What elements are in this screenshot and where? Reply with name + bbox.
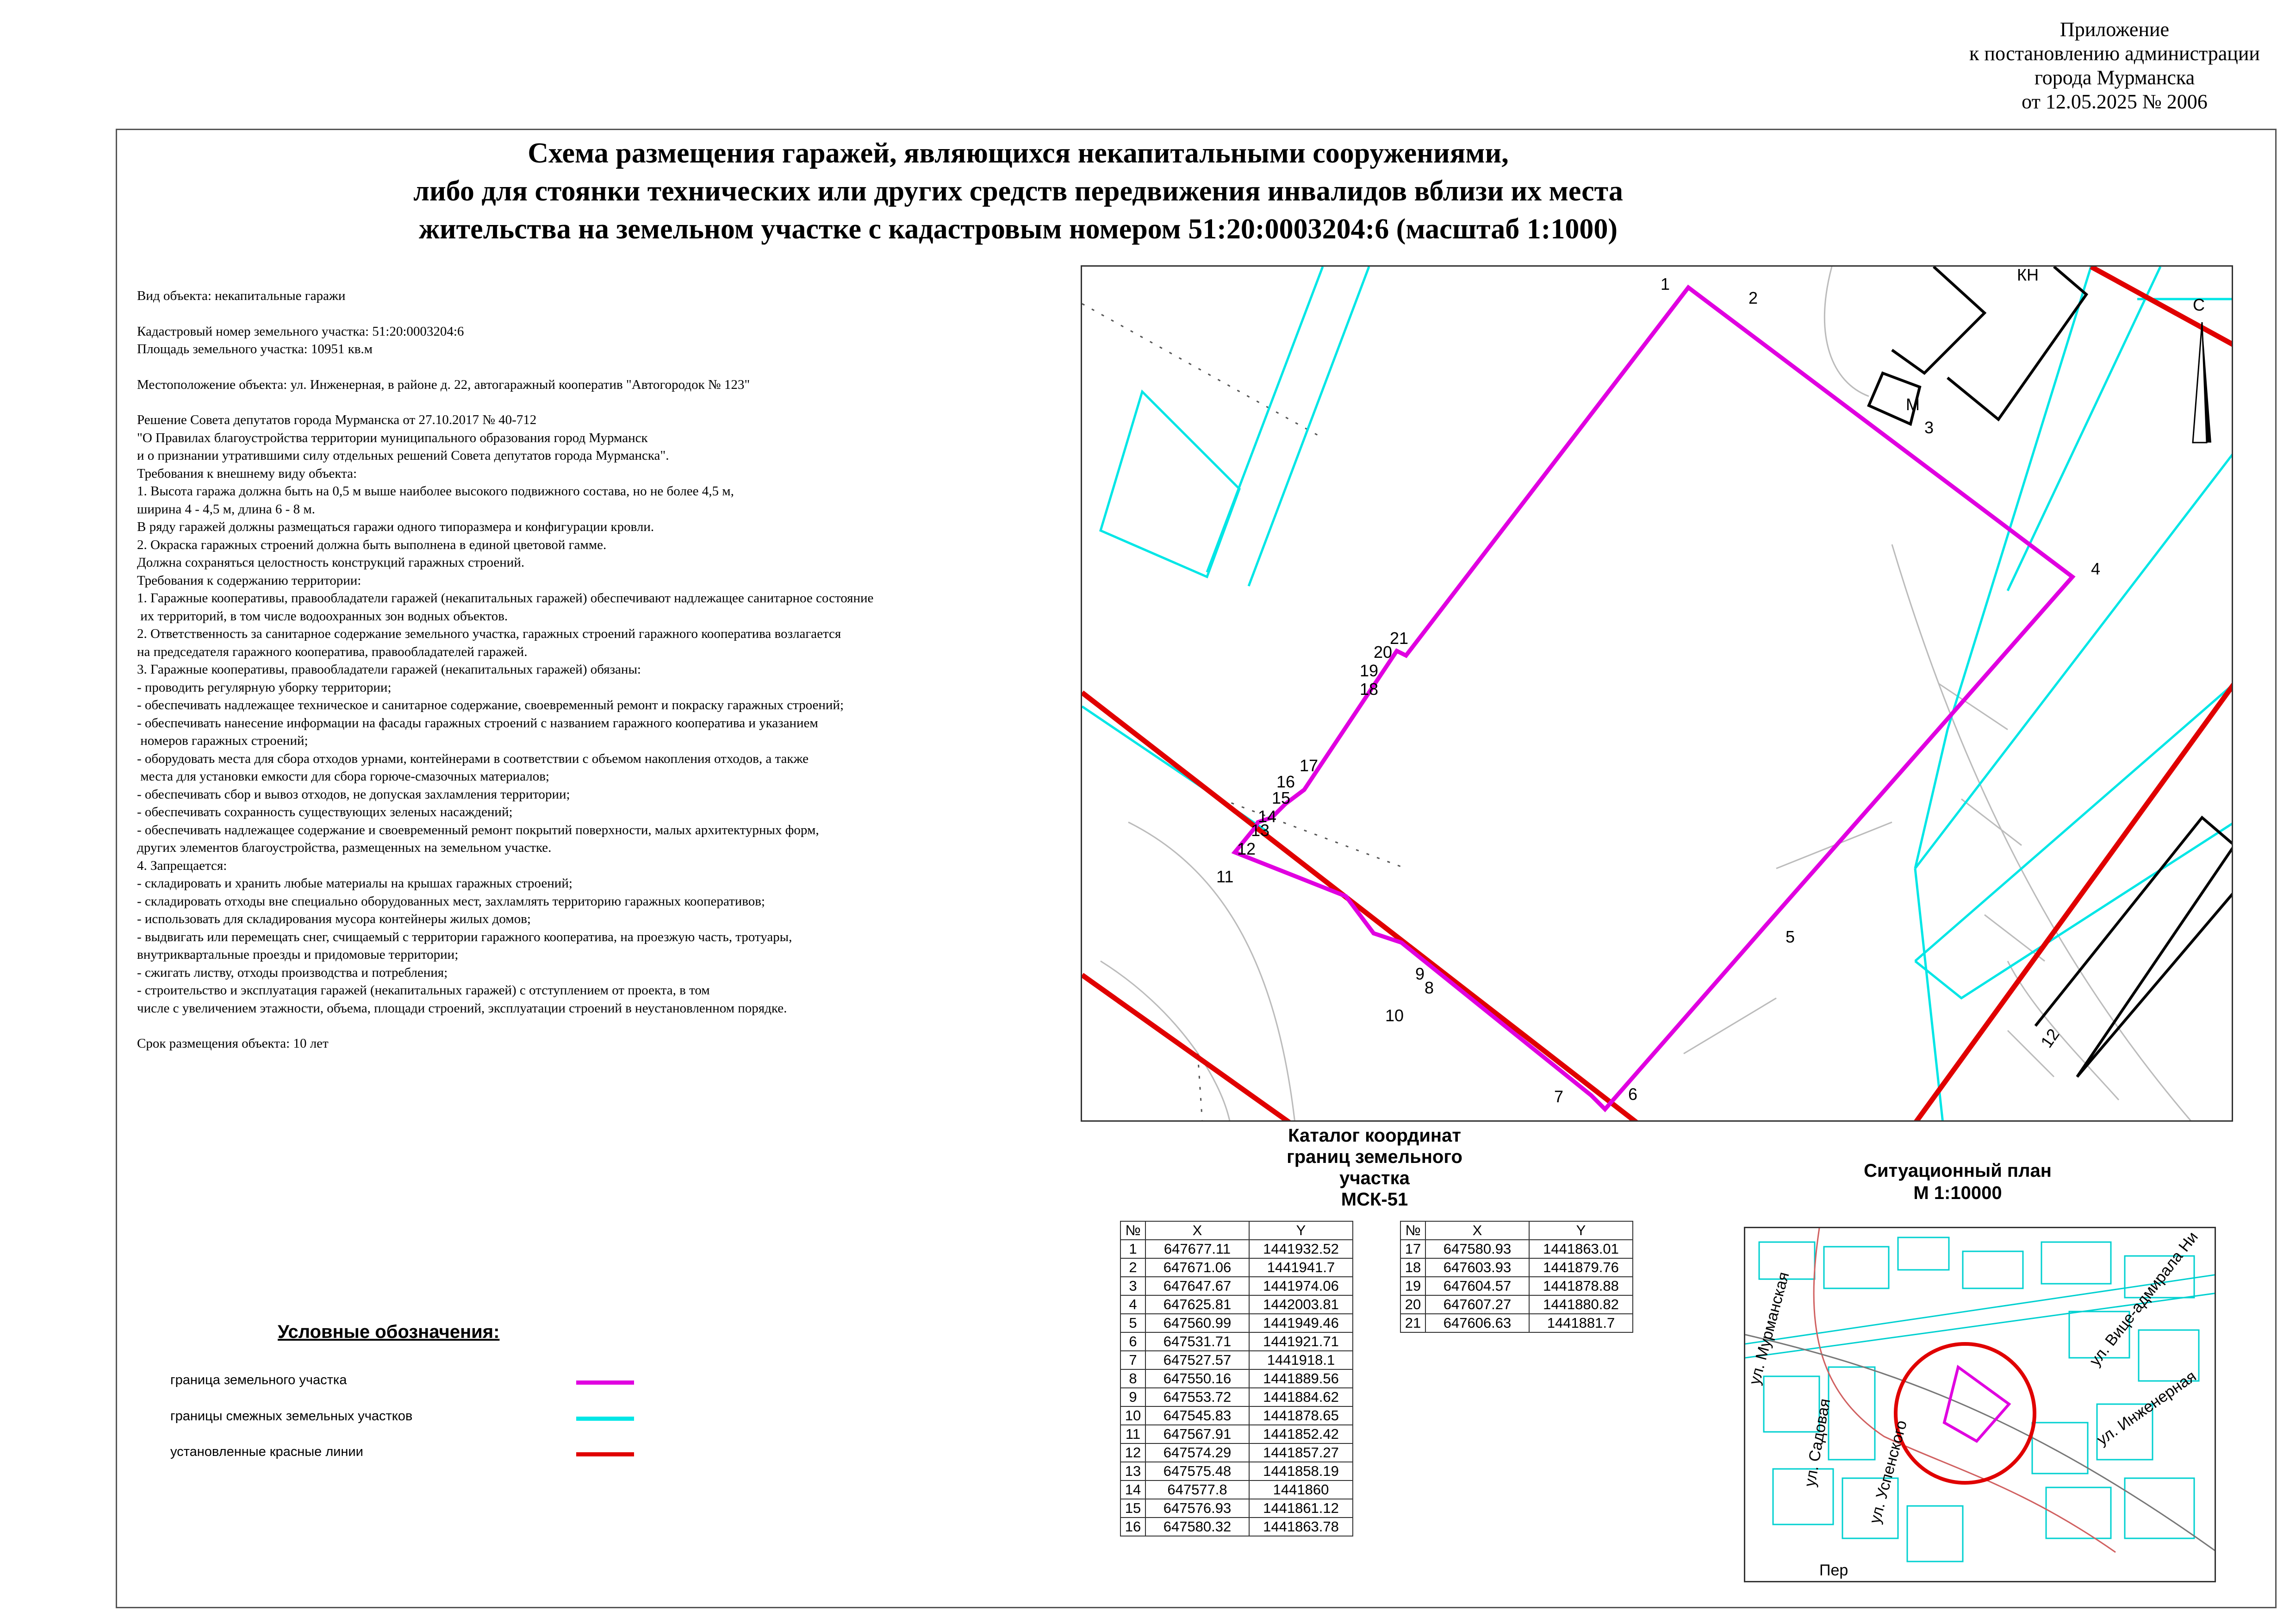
y-coordinate-cell: 1441861.12 bbox=[1249, 1499, 1353, 1518]
point-label: 7 bbox=[1554, 1087, 1564, 1106]
situation-parcel bbox=[1944, 1367, 2009, 1441]
page-title bbox=[324, 134, 1712, 248]
info-line: Требования к внешнему виду объекта: bbox=[137, 466, 357, 481]
table-header-row bbox=[1120, 1221, 1353, 1240]
street-label: ул. Вице-адмирала Ни bbox=[2086, 1228, 2202, 1369]
point-label: 1 bbox=[1661, 275, 1670, 294]
y-coordinate-cell: 1441878.88 bbox=[1529, 1277, 1633, 1295]
x-coordinate-cell: 647625.81 bbox=[1145, 1295, 1249, 1314]
table-row bbox=[1120, 1518, 1353, 1536]
legend-swatch-parcel bbox=[576, 1380, 634, 1385]
table-row bbox=[1120, 1332, 1353, 1351]
x-coordinate-cell: 647576.93 bbox=[1145, 1499, 1249, 1518]
col-header-x: X bbox=[1145, 1221, 1249, 1240]
point-label: 2 bbox=[1748, 288, 1758, 307]
main-map bbox=[1081, 265, 2233, 1122]
point-label: 10 bbox=[1385, 1006, 1404, 1025]
x-coordinate-cell: 647527.57 bbox=[1145, 1351, 1249, 1369]
point-number-cell: 17 bbox=[1400, 1240, 1425, 1258]
point-number-cell: 4 bbox=[1120, 1295, 1145, 1314]
y-coordinate-cell: 1441941.7 bbox=[1249, 1258, 1353, 1277]
point-label: 15 bbox=[1272, 788, 1291, 807]
info-line: Решение Совета депутатов города Мурманска от 27.10.2017 № 40-712 bbox=[137, 412, 537, 427]
x-coordinate-cell: 647604.57 bbox=[1425, 1277, 1529, 1295]
point-number-cell: 21 bbox=[1400, 1314, 1425, 1332]
info-line: - выдвигать или перемещать снег, счищаемый с территории гаражного кооператива, на проезжую часть, тротуары, bbox=[137, 929, 792, 944]
point-number-cell: 19 bbox=[1400, 1277, 1425, 1295]
point-number-cell: 16 bbox=[1120, 1518, 1145, 1536]
point-number-cell: 8 bbox=[1120, 1369, 1145, 1388]
info-line: В ряду гаражей должны размещаться гаражи одного типоразмера и конфигурации кровли. bbox=[137, 519, 654, 534]
info-line: Должна сохраняться целостность конструкций гаражных строений. bbox=[137, 555, 525, 570]
info-line bbox=[137, 305, 1063, 323]
info-line: - сжигать листву, отходы производства и потребления; bbox=[137, 965, 448, 980]
table-row bbox=[1400, 1295, 1633, 1314]
table-row bbox=[1400, 1258, 1633, 1277]
info-line: 2. Ответственность за санитарное содержание земельного участка, гаражных строений гаражного кооператива возлагается bbox=[137, 626, 841, 641]
legend-title: Условные обозначения: bbox=[278, 1322, 500, 1342]
info-line: места для установки емкости для сбора горюче-смазочных материалов; bbox=[137, 769, 549, 784]
y-coordinate-cell: 1441857.27 bbox=[1249, 1443, 1353, 1462]
legend-label-adjacent: границы смежных земельных участков bbox=[170, 1409, 413, 1424]
north-arrow bbox=[2193, 322, 2211, 443]
catalog-title-line: Каталог координат bbox=[1288, 1125, 1461, 1146]
appendix-line: Приложение bbox=[2060, 18, 2170, 41]
situation-title-line: М 1:10000 bbox=[1913, 1183, 2002, 1203]
info-line: 3. Гаражные кооперативы, правообладатели гаражей (некапитальных гаражей) обязаны: bbox=[137, 662, 641, 677]
point-label: 4 bbox=[2091, 559, 2101, 578]
x-coordinate-cell: 647567.91 bbox=[1145, 1425, 1249, 1443]
x-coordinate-cell: 647545.83 bbox=[1145, 1406, 1249, 1425]
info-line bbox=[137, 394, 1063, 411]
y-coordinate-cell: 1441949.46 bbox=[1249, 1314, 1353, 1332]
col-header-y: Y bbox=[1249, 1221, 1353, 1240]
point-number-cell: 2 bbox=[1120, 1258, 1145, 1277]
point-label: 20 bbox=[1374, 643, 1393, 662]
appendix-line: от 12.05.2025 № 2006 bbox=[2022, 90, 2208, 113]
point-label: 19 bbox=[1360, 661, 1379, 680]
point-number-cell: 7 bbox=[1120, 1351, 1145, 1369]
appendix-line: к постановлению администрации bbox=[1969, 42, 2260, 65]
street-label: ул. Инженерная bbox=[2093, 1367, 2200, 1449]
info-line: - обеспечивать надлежащее техническое и санитарное содержание, своевременный ремонт и покраску гаражных строений; bbox=[137, 698, 844, 712]
info-line: их территорий, в том числе водоохранных зон водных объектов. bbox=[137, 608, 508, 624]
point-number-cell: 10 bbox=[1120, 1406, 1145, 1425]
x-coordinate-cell: 647580.93 bbox=[1425, 1240, 1529, 1258]
table-row bbox=[1120, 1406, 1353, 1425]
info-line bbox=[137, 1017, 1063, 1035]
table-row bbox=[1120, 1295, 1353, 1314]
point-label: 8 bbox=[1425, 978, 1434, 997]
x-coordinate-cell: 647677.11 bbox=[1145, 1240, 1249, 1258]
x-coordinate-cell: 647606.63 bbox=[1425, 1314, 1529, 1332]
point-number-cell: 14 bbox=[1120, 1480, 1145, 1499]
point-number-cell: 20 bbox=[1400, 1295, 1425, 1314]
point-number-cell: 11 bbox=[1120, 1425, 1145, 1443]
point-label: 5 bbox=[1786, 927, 1795, 946]
situation-red-lines bbox=[1814, 1228, 2116, 1552]
y-coordinate-cell: 1441932.52 bbox=[1249, 1240, 1353, 1258]
x-coordinate-cell: 647574.29 bbox=[1145, 1443, 1249, 1462]
street-label: ул. Мурманская bbox=[1746, 1270, 1793, 1387]
title-line: Схема размещения гаражей, являющихся некапитальными сооружениями, bbox=[528, 137, 1509, 169]
y-coordinate-cell: 1441889.56 bbox=[1249, 1369, 1353, 1388]
legend-swatch-red-lines bbox=[576, 1452, 634, 1456]
point-label: 3 bbox=[1924, 418, 1934, 437]
info-line: Кадастровый номер земельного участка: 51:20:0003204:6 bbox=[137, 324, 464, 339]
table-row bbox=[1400, 1277, 1633, 1295]
info-line: и о признании утратившими силу отдельных решений Совета депутатов города Мурманска". bbox=[137, 448, 669, 463]
point-label: С bbox=[2193, 295, 2205, 314]
info-line: номеров гаражных строений; bbox=[137, 733, 308, 748]
title-line: либо для стоянки технических или других средств передвижения инвалидов вблизи их места bbox=[413, 175, 1623, 207]
point-label: 13 bbox=[1251, 821, 1270, 840]
appendix-line: города Мурманска bbox=[2034, 66, 2195, 89]
point-number-cell: 13 bbox=[1120, 1462, 1145, 1480]
table-row bbox=[1120, 1277, 1353, 1295]
coordinates-table-2 bbox=[1400, 1221, 1633, 1333]
info-line: на председателя гаражного кооператива, правообладателей гаражей. bbox=[137, 644, 528, 659]
point-label: 14 bbox=[1258, 807, 1277, 826]
point-label: 21 bbox=[1390, 629, 1409, 648]
x-coordinate-cell: 647580.32 bbox=[1145, 1518, 1249, 1536]
point-label: 12 bbox=[1237, 839, 1256, 858]
y-coordinate-cell: 1441863.78 bbox=[1249, 1518, 1353, 1536]
situation-plan-title bbox=[1819, 1160, 2097, 1204]
topographic-lines bbox=[1101, 267, 2193, 1122]
info-line: 2. Окраска гаражных строений должна быть выполнена в единой цветовой гамме. bbox=[137, 537, 607, 552]
info-line: Местоположение объекта: ул. Инженерная, в районе д. 22, автогаражный кооператив "Автогородок № 123" bbox=[137, 377, 750, 392]
point-number-cell: 9 bbox=[1120, 1388, 1145, 1406]
point-label: 16 bbox=[1276, 772, 1295, 791]
info-line: - складировать и хранить любые материалы на крышах гаражных строений; bbox=[137, 876, 572, 891]
coordinates-table-1 bbox=[1120, 1221, 1353, 1537]
x-coordinate-cell: 647607.27 bbox=[1425, 1295, 1529, 1314]
info-line: 1. Гаражные кооперативы, правообладатели гаражей (некапитальных гаражей) обеспечивают надлежащее санитарное состояние bbox=[137, 591, 874, 606]
x-coordinate-cell: 647531.71 bbox=[1145, 1332, 1249, 1351]
y-coordinate-cell: 1441918.1 bbox=[1249, 1351, 1353, 1369]
legend-label-parcel: граница земельного участка bbox=[170, 1373, 347, 1387]
info-line: - обеспечивать сбор и вывоз отходов, не допуская захламления территории; bbox=[137, 787, 570, 802]
catalog-title bbox=[1213, 1125, 1537, 1210]
info-line: числе с увеличением этажности, объема, площади строений, эксплуатации строений в неустановленном порядке. bbox=[137, 1000, 787, 1016]
situation-plan-map bbox=[1744, 1227, 2216, 1582]
appendix-block bbox=[1953, 18, 2277, 114]
legend-swatch-adjacent bbox=[576, 1417, 634, 1421]
point-number-cell: 6 bbox=[1120, 1332, 1145, 1351]
main-map-drawing bbox=[1082, 267, 2233, 1122]
info-line: Требования к содержанию территории: bbox=[137, 573, 361, 588]
table-row bbox=[1120, 1443, 1353, 1462]
x-coordinate-cell: 647603.93 bbox=[1425, 1258, 1529, 1277]
street-label: ул. Садовая bbox=[1801, 1397, 1834, 1488]
info-line: внутриквартальные проезды и придомовые территории; bbox=[137, 947, 459, 962]
x-coordinate-cell: 647647.67 bbox=[1145, 1277, 1249, 1295]
table-header-row bbox=[1400, 1221, 1633, 1240]
y-coordinate-cell: 1441860 bbox=[1249, 1480, 1353, 1499]
y-coordinate-cell: 1442003.81 bbox=[1249, 1295, 1353, 1314]
x-coordinate-cell: 647553.72 bbox=[1145, 1388, 1249, 1406]
table-row bbox=[1120, 1499, 1353, 1518]
info-line: - обеспечивать нанесение информации на фасады гаражных строений с названием гаражного кооператива и указанием bbox=[137, 715, 818, 731]
object-info-text bbox=[137, 287, 1063, 1053]
info-line: "О Правилах благоустройства территории муниципального образования город Мурманск bbox=[137, 430, 648, 445]
point-number-cell: 12 bbox=[1120, 1443, 1145, 1462]
title-line: жительства на земельном участке с кадастровым номером 51:20:0003204:6 (масштаб 1:1000) bbox=[418, 213, 1618, 245]
col-header-num: № bbox=[1400, 1221, 1425, 1240]
x-coordinate-cell: 647671.06 bbox=[1145, 1258, 1249, 1277]
point-number-cell: 18 bbox=[1400, 1258, 1425, 1277]
info-line: Срок размещения объекта: 10 лет bbox=[137, 1036, 329, 1051]
y-coordinate-cell: 1441852.42 bbox=[1249, 1425, 1353, 1443]
table-row bbox=[1120, 1388, 1353, 1406]
point-label: КН bbox=[2017, 267, 2039, 284]
point-label: 9 bbox=[1415, 964, 1425, 983]
table-row bbox=[1120, 1369, 1353, 1388]
table-row bbox=[1120, 1240, 1353, 1258]
point-label: 12 bbox=[2036, 1025, 2063, 1051]
table-row bbox=[1120, 1425, 1353, 1443]
catalog-title-line: МСК-51 bbox=[1341, 1189, 1408, 1210]
y-coordinate-cell: 1441880.82 bbox=[1529, 1295, 1633, 1314]
street-label: ул. Успенского bbox=[1866, 1418, 1911, 1526]
info-line: - строительство и эксплуатация гаражей (некапитальных гаражей) с отступлением от проекта, в том bbox=[137, 983, 710, 998]
info-line: 4. Запрещается: bbox=[137, 858, 227, 873]
info-line: ширина 4 - 4,5 м, длина 6 - 8 м. bbox=[137, 501, 315, 517]
table-row bbox=[1400, 1314, 1633, 1332]
info-line: других элементов благоустройства, размещенных на земельном участке. bbox=[137, 840, 552, 855]
x-coordinate-cell: 647560.99 bbox=[1145, 1314, 1249, 1332]
y-coordinate-cell: 1441879.76 bbox=[1529, 1258, 1633, 1277]
y-coordinate-cell: 1441858.19 bbox=[1249, 1462, 1353, 1480]
street-label: Пер bbox=[1819, 1562, 1848, 1579]
point-label: М bbox=[1906, 395, 1920, 414]
info-line: Площадь земельного участка: 10951 кв.м bbox=[137, 342, 373, 356]
y-coordinate-cell: 1441863.01 bbox=[1529, 1240, 1633, 1258]
table-row bbox=[1120, 1314, 1353, 1332]
info-line: - обеспечивать надлежащее содержание и своевременный ремонт покрытий поверхности, малых архитектурных форм, bbox=[137, 822, 819, 837]
info-line: - обеспечивать сохранность существующих зеленых насаждений; bbox=[137, 805, 513, 819]
info-line: - оборудовать места для сбора отходов урнами, контейнерами в соответствии с объемом накопления отходов, а также bbox=[137, 751, 809, 766]
col-header-x: X bbox=[1425, 1221, 1529, 1240]
x-coordinate-cell: 647575.48 bbox=[1145, 1462, 1249, 1480]
situation-title-line: Ситуационный план bbox=[1864, 1161, 2052, 1181]
info-line: Вид объекта: некапитальные гаражи bbox=[137, 288, 346, 303]
situation-location-circle bbox=[1896, 1344, 2035, 1483]
info-line: - складировать отходы вне специально оборудованных мест, захламлять территорию гаражных кооперативов; bbox=[137, 893, 765, 909]
point-number-cell: 1 bbox=[1120, 1240, 1145, 1258]
table-row bbox=[1120, 1480, 1353, 1499]
catalog-title-line: участка bbox=[1339, 1168, 1410, 1188]
point-number-cell: 15 bbox=[1120, 1499, 1145, 1518]
x-coordinate-cell: 647577.8 bbox=[1145, 1480, 1249, 1499]
point-number-cell: 5 bbox=[1120, 1314, 1145, 1332]
table-row bbox=[1400, 1240, 1633, 1258]
point-number-cell: 3 bbox=[1120, 1277, 1145, 1295]
table-row bbox=[1120, 1258, 1353, 1277]
info-line: 1. Высота гаража должна быть на 0,5 м выше наиболее высокого подвижного состава, но не более 4,5 м, bbox=[137, 484, 734, 499]
point-label: 11 bbox=[1216, 867, 1234, 886]
info-line bbox=[137, 358, 1063, 376]
col-header-y: Y bbox=[1529, 1221, 1633, 1240]
point-label: 18 bbox=[1360, 680, 1379, 699]
point-label: 6 bbox=[1628, 1085, 1638, 1104]
info-line: - проводить регулярную уборку территории; bbox=[137, 680, 392, 695]
legend-label-red-lines: установленные красные линии bbox=[170, 1444, 363, 1459]
y-coordinate-cell: 1441974.06 bbox=[1249, 1277, 1353, 1295]
y-coordinate-cell: 1441881.7 bbox=[1529, 1314, 1633, 1332]
y-coordinate-cell: 1441878.65 bbox=[1249, 1406, 1353, 1425]
point-label: 17 bbox=[1300, 756, 1319, 775]
info-line: - использовать для складирования мусора контейнеры жилых домов; bbox=[137, 912, 531, 926]
point-labels bbox=[1216, 267, 2205, 1106]
x-coordinate-cell: 647550.16 bbox=[1145, 1369, 1249, 1388]
catalog-title-line: границ земельного bbox=[1287, 1147, 1462, 1167]
y-coordinate-cell: 1441884.62 bbox=[1249, 1388, 1353, 1406]
col-header-num: № bbox=[1120, 1221, 1145, 1240]
y-coordinate-cell: 1441921.71 bbox=[1249, 1332, 1353, 1351]
situation-plan-drawing bbox=[1745, 1228, 2216, 1582]
table-row bbox=[1120, 1462, 1353, 1480]
table-row bbox=[1120, 1351, 1353, 1369]
